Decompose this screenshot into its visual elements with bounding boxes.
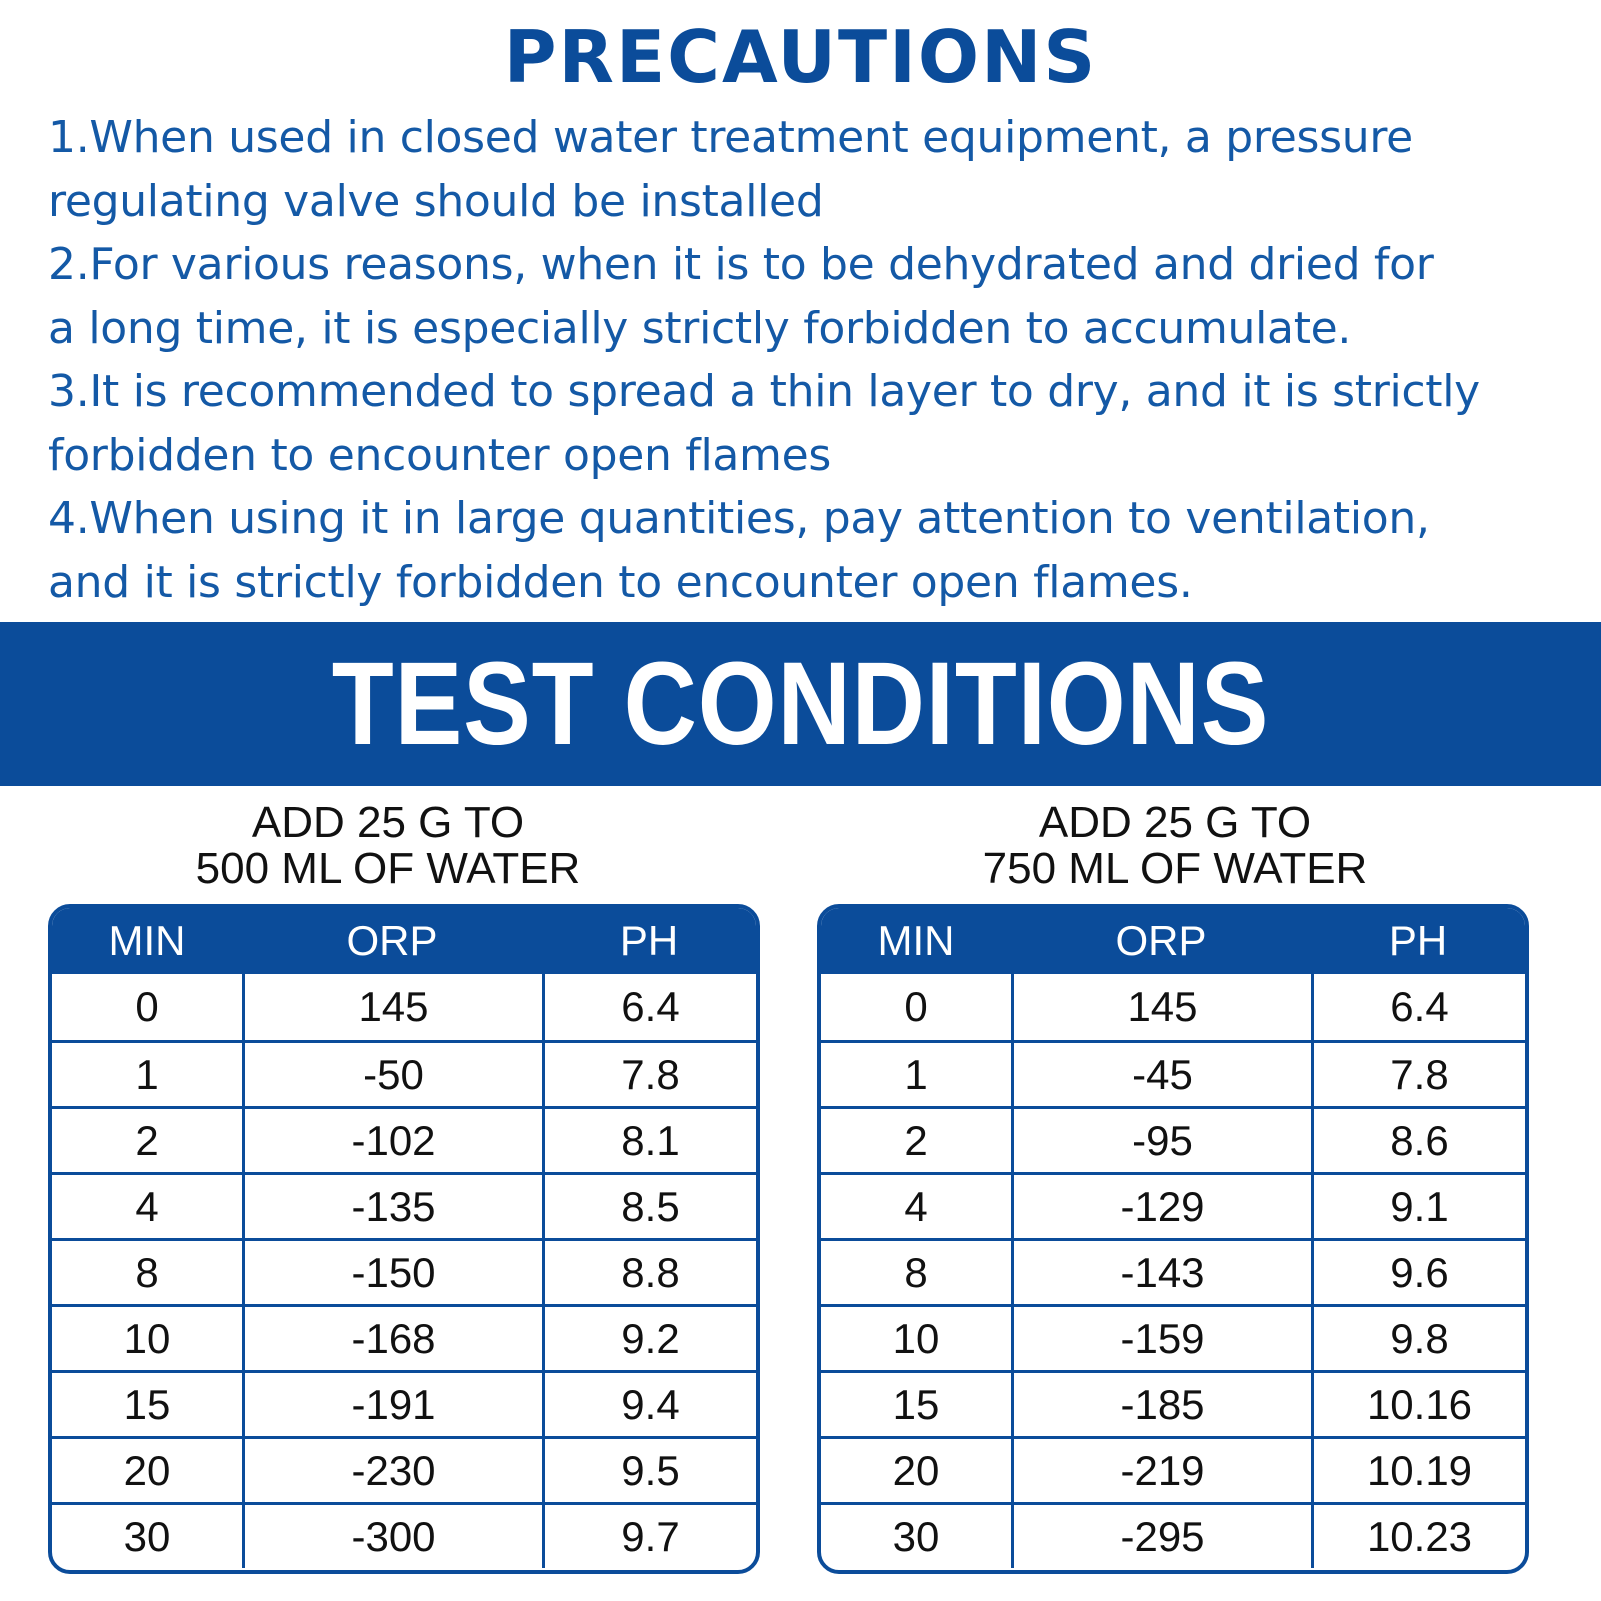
caption-line: 500 ML OF WATER <box>195 844 581 893</box>
table-header <box>821 908 1525 974</box>
cell-orp: -191 <box>242 1373 542 1436</box>
table-caption-750ml <box>830 800 1520 892</box>
cell-orp: -102 <box>242 1109 542 1172</box>
table-row <box>52 1238 756 1304</box>
cell-min: 15 <box>892 1380 940 1428</box>
cell-min: 20 <box>123 1446 171 1494</box>
table-row <box>821 1370 1525 1436</box>
header-min: MIN <box>108 917 186 964</box>
cell-ph: 6.4 <box>1311 974 1525 1040</box>
cell-min: 1 <box>135 1050 159 1098</box>
table-row <box>821 1436 1525 1502</box>
table-row <box>52 1172 756 1238</box>
table-header <box>52 908 756 974</box>
precaution-line: forbidden to encounter open flames <box>48 429 831 481</box>
cell-min: 10 <box>123 1314 171 1362</box>
cell-orp: 145 <box>242 974 542 1040</box>
cell-min: 0 <box>135 983 159 1030</box>
cell-ph: 10.16 <box>1311 1373 1525 1436</box>
header-min: MIN <box>877 917 955 964</box>
cell-min: 10 <box>892 1314 940 1362</box>
table-row <box>821 974 1525 1040</box>
cell-min: 2 <box>135 1116 159 1164</box>
cell-orp: -95 <box>1011 1109 1311 1172</box>
cell-orp: -135 <box>242 1175 542 1238</box>
precaution-line: a long time, it is especially strictly forbidden to accumulate. <box>48 302 1352 354</box>
table-row <box>821 1502 1525 1568</box>
table-row <box>52 1436 756 1502</box>
header-ph: PH <box>1388 917 1448 964</box>
caption-line: ADD 25 G TO <box>251 798 525 847</box>
cell-orp: -159 <box>1011 1307 1311 1370</box>
cell-orp: -230 <box>242 1439 542 1502</box>
cell-orp: -300 <box>242 1505 542 1568</box>
table-row <box>52 1502 756 1568</box>
cell-min: 4 <box>904 1182 928 1230</box>
test-conditions-banner <box>0 622 1601 786</box>
precaution-line: 1.When used in closed water treatment equipment, a pressure <box>48 112 1413 163</box>
precaution-line: 3.It is recommended to spread a thin layer to dry, and it is strictly <box>48 366 1480 417</box>
cell-ph: 7.8 <box>1311 1043 1525 1106</box>
cell-ph: 9.6 <box>1311 1241 1525 1304</box>
cell-orp: -185 <box>1011 1373 1311 1436</box>
cell-ph: 9.2 <box>542 1307 756 1370</box>
cell-min: 8 <box>135 1248 159 1296</box>
cell-orp: 145 <box>1011 974 1311 1040</box>
table-row <box>821 1040 1525 1106</box>
cell-orp: -143 <box>1011 1241 1311 1304</box>
cell-min: 30 <box>892 1512 940 1560</box>
cell-orp: -295 <box>1011 1505 1311 1568</box>
header-orp: ORP <box>1115 917 1207 964</box>
table-row <box>52 1040 756 1106</box>
table-750ml <box>817 904 1529 1574</box>
table-row <box>821 1238 1525 1304</box>
cell-min: 2 <box>904 1116 928 1164</box>
cell-min: 4 <box>135 1182 159 1230</box>
cell-ph: 9.7 <box>542 1505 756 1568</box>
table-row <box>52 1106 756 1172</box>
precaution-line: 4.When using it in large quantities, pay attention to ventilation, <box>48 493 1430 544</box>
cell-orp: -219 <box>1011 1439 1311 1502</box>
cell-min: 30 <box>123 1512 171 1560</box>
precaution-line: regulating valve should be installed <box>48 175 824 227</box>
table-body <box>52 974 756 1568</box>
cell-orp: -168 <box>242 1307 542 1370</box>
cell-min: 15 <box>123 1380 171 1428</box>
header-ph: PH <box>619 917 679 964</box>
cell-ph: 8.6 <box>1311 1109 1525 1172</box>
cell-ph: 6.4 <box>542 974 756 1040</box>
cell-orp: -50 <box>242 1043 542 1106</box>
cell-ph: 9.1 <box>1311 1175 1525 1238</box>
cell-min: 20 <box>892 1446 940 1494</box>
precautions-title: PRECAUTIONS <box>503 15 1098 99</box>
precaution-line: and it is strictly forbidden to encounter open flames. <box>48 556 1193 608</box>
caption-line: 750 ML OF WATER <box>982 844 1368 893</box>
table-row <box>52 974 756 1040</box>
cell-ph: 10.19 <box>1311 1439 1525 1502</box>
table-row <box>52 1304 756 1370</box>
cell-ph: 9.4 <box>542 1373 756 1436</box>
table-body <box>821 974 1525 1568</box>
cell-ph: 9.8 <box>1311 1307 1525 1370</box>
cell-ph: 9.5 <box>542 1439 756 1502</box>
header-orp: ORP <box>346 917 438 964</box>
cell-min: 1 <box>904 1050 928 1098</box>
cell-orp: -129 <box>1011 1175 1311 1238</box>
table-row <box>52 1370 756 1436</box>
table-caption-500ml <box>48 800 728 892</box>
cell-ph: 10.23 <box>1311 1505 1525 1568</box>
cell-min: 8 <box>904 1248 928 1296</box>
table-row <box>821 1172 1525 1238</box>
cell-orp: -45 <box>1011 1043 1311 1106</box>
cell-ph: 7.8 <box>542 1043 756 1106</box>
table-row <box>821 1106 1525 1172</box>
precaution-line: 2.For various reasons, when it is to be dehydrated and dried for <box>48 239 1434 290</box>
cell-orp: -150 <box>242 1241 542 1304</box>
table-row <box>821 1304 1525 1370</box>
caption-line: ADD 25 G TO <box>1038 798 1312 847</box>
cell-ph: 8.8 <box>542 1241 756 1304</box>
test-conditions-title: TEST CONDITIONS <box>331 638 1270 770</box>
table-500ml <box>48 904 760 1574</box>
cell-min: 0 <box>904 983 928 1030</box>
cell-ph: 8.5 <box>542 1175 756 1238</box>
precautions-list <box>48 106 1568 614</box>
cell-ph: 8.1 <box>542 1109 756 1172</box>
